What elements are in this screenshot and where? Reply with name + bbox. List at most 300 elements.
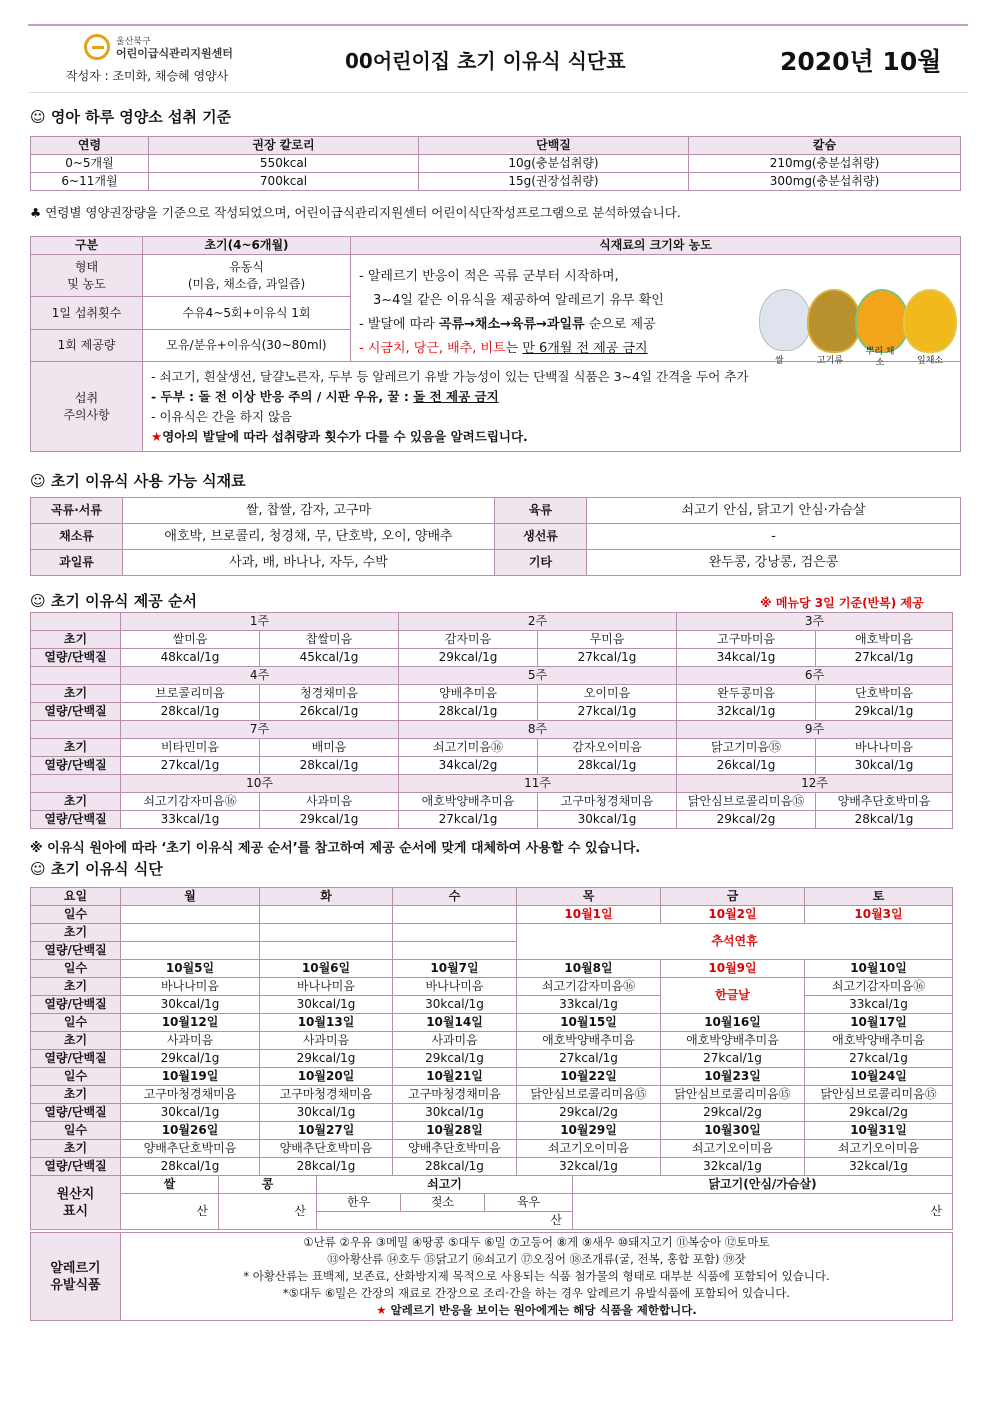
ingredient-category: 기타 [495,550,587,576]
table-row [31,255,961,297]
order-kcal-row [31,649,953,667]
menu-kcal-cell: 30kcal/1g [393,996,517,1014]
guide-amount-label: 1회 제공량 [31,329,143,361]
menu-date-cell: 10월2일 [661,906,805,924]
order-menu-cell: 청경채미음 [260,685,399,703]
order-kcal-cell: 48kcal/1g [121,649,260,667]
order-kcal-cell: 32kcal/1g [677,703,816,721]
menu-table [30,887,953,1176]
table-cell: 0~5개월 [31,155,149,173]
order-menu-cell: 브로콜리미음 [121,685,260,703]
order-week-label: 12주 [677,775,953,793]
menu-date-cell: 10월17일 [805,1014,953,1032]
table-row [31,498,961,524]
order-kcal-cell: 26kcal/1g [260,703,399,721]
menu-menu-row [31,1086,953,1104]
order-menu-cell: 고구마미음 [677,631,816,649]
menu-empty-cell [393,942,517,960]
menu-kcal-cell: 27kcal/1g [661,1050,805,1068]
menu-kcal-cell: 33kcal/1g [805,996,953,1014]
guide-header-cell: 구분 [31,237,143,255]
menu-date-cell: 10월15일 [517,1014,661,1032]
nutrition-header-cell: 칼슘 [689,137,961,155]
smiley-icon: ☺ [30,108,46,126]
menu-menu-cell: 애호박양배추미음 [661,1032,805,1050]
menu-date-cell: 10월28일 [393,1122,517,1140]
menu-menu-cell: 애호박양배추미음 [805,1032,953,1050]
menu-date-cell: 10월1일 [517,906,661,924]
menu-date-cell: 10월7일 [393,960,517,978]
caution-line: - 두부 : 돌 전 이상 반응 주의 / 시판 우유, 꿀 : 돌 전 제공 금지 [151,388,499,404]
origin-bean-value: 산 [219,1194,317,1230]
menu-date-cell: 10월9일 [661,960,805,978]
order-kcal-cell: 27kcal/1g [399,811,538,829]
order-week-label: 5주 [399,667,677,685]
guide-line: - 알레르기 반응이 적은 곡류 군부터 시작하며, [359,269,619,284]
org-top-label: 울산북구 [116,37,151,47]
menu-row-label: 초기 [31,1032,121,1050]
guide-header-row [31,237,961,255]
menu-menu-cell: 쇠고기오이미음 [805,1140,953,1158]
smiley-icon: ☺ [30,472,46,490]
menu-menu-row [31,1140,953,1158]
ingredient-list: 쌀, 찹쌀, 감자, 고구마 [123,498,495,524]
menu-menu-cell: 고구마청경채미음 [260,1086,393,1104]
menu-menu-cell: 사과미음 [260,1032,393,1050]
order-week-label: 6주 [677,667,953,685]
menu-row-label: 열량/단백질 [31,942,121,960]
menu-date-cell: 10월13일 [260,1014,393,1032]
menu-row-label: 열량/단백질 [31,1050,121,1068]
menu-empty-cell [393,924,517,942]
guide-line: - 발달에 따라 곡류→채소→육류→과일류 순으로 제공 [359,317,656,332]
order-row-label: 초기 [31,739,121,757]
order-row-label: 열량/단백질 [31,649,121,667]
order-row-label: 초기 [31,793,121,811]
table-row [31,155,961,173]
guide-caution-cell [143,362,961,452]
guide-form-label: 형태 및 농도 [31,255,143,297]
ingredient-list: - [587,524,961,550]
menu-menu-cell: 닭안심브로콜리미음⑮ [661,1086,805,1104]
order-menu-cell: 완두콩미음 [677,685,816,703]
ingredient-category: 채소류 [31,524,123,550]
menu-date-cell: 10월21일 [393,1068,517,1086]
order-kcal-cell: 28kcal/1g [121,703,260,721]
order-menu-cell: 감자미음 [399,631,538,649]
guide-caution-label: 섭취 주의사항 [31,362,143,452]
order-kcal-cell: 27kcal/1g [816,649,953,667]
menu-holiday-hangeul: 한글날 [661,978,805,1014]
top-border-line [28,24,968,26]
menu-date-row [31,906,953,924]
order-menu-row [31,631,953,649]
star-icon: ★ [376,1303,387,1317]
guide-count-value: 수유4~5회+이유식 1회 [143,297,351,329]
menu-menu-cell: 쇠고기감자미음⑯ [805,978,953,996]
menu-row-label: 초기 [31,1140,121,1158]
allergy-content [121,1233,953,1321]
menu-menu-cell: 바나나미음 [393,978,517,996]
order-table [30,612,953,829]
order-week-label: 2주 [399,613,677,631]
star-icon: ★ [151,428,163,444]
menu-kcal-cell: 27kcal/1g [805,1050,953,1068]
origin-rice-header: 쌀 [121,1176,219,1194]
menu-menu-cell: 양배추단호박미음 [260,1140,393,1158]
menu-date-cell: 10월27일 [260,1122,393,1140]
menu-kcal-cell: 30kcal/1g [121,996,260,1014]
menu-day-row [31,888,953,906]
order-menu-cell: 닭안심브로콜리미음⑮ [677,793,816,811]
menu-date-cell: 10월5일 [121,960,260,978]
meat-spoon-icon [807,289,861,353]
section-nutrition-title: ☺ 영아 하루 영양소 섭취 기준 [30,108,232,126]
origin-rice-value: 산 [121,1194,219,1230]
smiley-icon: ☺ [30,592,46,610]
menu-kcal-cell: 29kcal/2g [661,1104,805,1122]
guide-header-cell: 식재료의 크기와 농도 [351,237,961,255]
order-kcal-cell: 33kcal/1g [121,811,260,829]
nutrition-header-cell: 단백질 [419,137,689,155]
order-menu-cell: 찹쌀미음 [260,631,399,649]
menu-kcal-cell: 29kcal/2g [805,1104,953,1122]
order-row-label: 초기 [31,631,121,649]
menu-date-cell: 10월8일 [517,960,661,978]
menu-row-label: 초기 [31,924,121,942]
page-date: 2020년 10월 [780,47,942,76]
order-week-label: 11주 [399,775,677,793]
order-menu-cell: 비타민미음 [121,739,260,757]
menu-date-cell: 10월24일 [805,1068,953,1086]
origin-yukwoo: 육우 [485,1194,573,1212]
ingredients-table [30,497,961,576]
menu-row-label: 열량/단백질 [31,996,121,1014]
table-row [31,1233,953,1321]
menu-holiday-chuseok: 추석연휴 [517,924,953,960]
rice-spoon-icon [759,289,811,351]
guide-amount-value: 모유/분유+이유식(30~80ml) [143,329,351,361]
order-menu-cell: 바나나미음 [816,739,953,757]
menu-menu-row [31,978,953,996]
order-kcal-cell: 34kcal/2g [399,757,538,775]
org-name: 어린이급식관리지원센터 [116,47,233,60]
order-menu-row [31,793,953,811]
table-cell: 550kcal [149,155,419,173]
root-vegetable-spoon-icon [855,289,909,353]
order-blank-cell [31,667,121,685]
order-kcal-cell: 28kcal/1g [260,757,399,775]
menu-date-cell [260,906,393,924]
menu-row-label: 열량/단백질 [31,1104,121,1122]
order-kcal-cell: 29kcal/1g [816,703,953,721]
order-blank-cell [31,775,121,793]
order-week-label: 3주 [677,613,953,631]
order-row-label: 열량/단백질 [31,703,121,721]
origin-bean-header: 콩 [219,1176,317,1194]
menu-kcal-cell: 29kcal/1g [121,1050,260,1068]
nutrition-header-cell: 연령 [31,137,149,155]
menu-row-label: 열량/단백질 [31,1158,121,1176]
order-kcal-cell: 29kcal/2g [677,811,816,829]
table-row [31,550,961,576]
order-blank-cell [31,613,121,631]
menu-empty-cell [121,924,260,942]
menu-row-label: 일수 [31,1122,121,1140]
nutrition-header-cell: 권장 칼로리 [149,137,419,155]
menu-menu-row [31,1032,953,1050]
menu-empty-cell [260,942,393,960]
section-order-title: ☺ 초기 이유식 제공 순서 [30,592,197,610]
menu-date-cell: 10월6일 [260,960,393,978]
order-week-label: 8주 [399,721,677,739]
section-menu-title: ☺ 초기 이유식 식단 [30,860,163,878]
menu-menu-cell: 쇠고기감자미음⑯ [517,978,661,996]
menu-kcal-cell: 29kcal/1g [260,1050,393,1068]
menu-kcal-cell: 30kcal/1g [121,1104,260,1122]
menu-date-cell: 10월31일 [805,1122,953,1140]
order-kcal-cell: 28kcal/1g [399,703,538,721]
table-row [31,1194,953,1212]
order-kcal-cell: 30kcal/1g [538,811,677,829]
order-menu-row [31,685,953,703]
guide-line: 3~4일 같은 이유식을 제공하여 알레르기 유무 확인 [373,293,664,308]
origin-dairy: 젖소 [401,1194,485,1212]
order-week-label: 4주 [121,667,399,685]
guide-header-cell: 초기(4~6개월) [143,237,351,255]
menu-kcal-cell: 28kcal/1g [393,1158,517,1176]
menu-date-cell: 10월16일 [661,1014,805,1032]
guide-table [30,236,961,452]
menu-date-cell: 10월23일 [661,1068,805,1086]
caution-line: ★영아의 발달에 따라 섭취량과 횟수가 다를 수 있음을 알려드립니다. [151,428,528,444]
allergy-line: ①난류 ②우유 ③메밀 ④땅콩 ⑤대두 ⑥밀 ⑦고등어 ⑧게 ⑨새우 ⑩돼지고기 ⑪복숭아 ⑫토마토 [303,1235,770,1249]
order-menu-cell: 애호박양배추미음 [399,793,538,811]
order-menu-cell: 쌀미음 [121,631,260,649]
menu-day-header: 금 [661,888,805,906]
origin-chicken-value: 산 [573,1194,953,1230]
order-row-label: 열량/단백질 [31,811,121,829]
menu-date-row [31,960,953,978]
menu-kcal-cell: 33kcal/1g [517,996,661,1014]
origin-label: 원산지 표시 [31,1176,121,1230]
menu-date-row [31,1014,953,1032]
allergy-line: ⑬아황산류 ⑭호두 ⑮닭고기 ⑯쇠고기 ⑰오징어 ⑱조개류(굴, 전복, 홍합 포함) ⑲잣 [327,1252,746,1266]
menu-date-cell: 10월12일 [121,1014,260,1032]
order-menu-cell: 닭고기미음⑮ [677,739,816,757]
leafy-vegetable-spoon-icon [903,289,957,353]
menu-menu-cell: 양배추단호박미음 [393,1140,517,1158]
menu-kcal-cell: 32kcal/1g [805,1158,953,1176]
order-week-label: 9주 [677,721,953,739]
menu-kcal-cell: 32kcal/1g [661,1158,805,1176]
menu-kcal-cell: 32kcal/1g [517,1158,661,1176]
menu-empty-cell [260,924,393,942]
origin-hanwoo: 한우 [317,1194,401,1212]
origin-beef-header: 쇠고기 [317,1176,573,1194]
menu-day-header: 화 [260,888,393,906]
author-label: 작성자 : 조미화, 채승혜 영양사 [66,69,229,83]
ingredient-list: 애호박, 브로콜리, 청경채, 무, 단호박, 오이, 양배추 [123,524,495,550]
order-row-label: 초기 [31,685,121,703]
menu-kcal-cell: 28kcal/1g [260,1158,393,1176]
header-divider [28,92,968,93]
menu-date-cell: 10월19일 [121,1068,260,1086]
nutrition-header-row [31,137,961,155]
caution-line: - 이유식은 간을 하지 않음 [151,408,293,424]
order-kcal-cell: 28kcal/1g [538,757,677,775]
spoon-label: 뿌리 채소 [865,347,895,368]
allergy-line: *⑤대두 ⑥밀은 간장의 재료로 간장으로 조리·간을 하는 경우 알레르기 유발식품에 포함되어 있습니다. [282,1286,791,1300]
order-menu-cell: 사과미음 [260,793,399,811]
menu-kcal-row [31,1104,953,1122]
order-kcal-row [31,811,953,829]
menu-kcal-row [31,1158,953,1176]
order-menu-cell: 무미음 [538,631,677,649]
order-kcal-cell: 27kcal/1g [538,703,677,721]
menu-day-header: 토 [805,888,953,906]
order-week-row [31,613,953,631]
ingredient-category: 곡류·서류 [31,498,123,524]
table-row [31,524,961,550]
menu-date-cell: 10월29일 [517,1122,661,1140]
guide-form-value: 유동식 (미음, 채소즙, 과일즙) [143,255,351,297]
table-cell: 6~11개월 [31,173,149,191]
menu-menu-cell: 바나나미음 [260,978,393,996]
order-menu-cell: 양배추미음 [399,685,538,703]
order-kcal-cell: 27kcal/1g [538,649,677,667]
menu-row-label: 일수 [31,960,121,978]
nutrition-note: ♣ 연령별 영양권장량을 기준으로 작성되었으며, 어린이급식관리지원센터 어린이식단작성프로그램으로 분석하였습니다. [30,205,681,220]
menu-menu-cell: 사과미음 [121,1032,260,1050]
menu-menu-cell: 쇠고기오이미음 [517,1140,661,1158]
order-kcal-cell: 28kcal/1g [816,811,953,829]
ingredient-list: 완두콩, 강낭콩, 검은콩 [587,550,961,576]
menu-kcal-cell: 28kcal/1g [121,1158,260,1176]
ingredient-category: 생선류 [495,524,587,550]
menu-menu-cell: 고구마청경채미음 [121,1086,260,1104]
order-note: ※ 메뉴당 3일 기준(반복) 제공 [760,596,924,610]
guide-count-label: 1일 섭취횟수 [31,297,143,329]
order-menu-cell: 양배추단호박미음 [816,793,953,811]
section-ingredients-title: ☺ 초기 이유식 사용 가능 식재료 [30,472,246,490]
club-icon: ♣ [30,205,42,220]
origin-chicken-header: 닭고기(안심/가슴살) [573,1176,953,1194]
order-menu-cell: 애호박미음 [816,631,953,649]
order-menu-cell: 오이미음 [538,685,677,703]
table-cell: 10g(충분섭취량) [419,155,689,173]
menu-date-cell: 10월3일 [805,906,953,924]
order-menu-cell: 쇠고기감자미음⑯ [121,793,260,811]
table-cell: 700kcal [149,173,419,191]
table-cell: 210mg(충분섭취량) [689,155,961,173]
menu-menu-cell: 사과미음 [393,1032,517,1050]
table-row [31,362,961,452]
menu-empty-cell [121,942,260,960]
allergy-line: ★ 알레르기 반응을 보이는 원아에게는 해당 식품을 제한합니다. [376,1303,697,1317]
page-title: 00어린이집 초기 이유식 식단표 [345,49,626,73]
menu-day-header: 월 [121,888,260,906]
origin-beef-value: 산 [317,1212,573,1230]
menu-date-cell: 10월20일 [260,1068,393,1086]
order-kcal-cell: 30kcal/1g [816,757,953,775]
allergy-label: 알레르기 유발식품 [31,1233,121,1321]
menu-date-cell [121,906,260,924]
order-week-label: 10주 [121,775,399,793]
menu-menu-row [31,924,953,942]
menu-row-label: 일수 [31,906,121,924]
menu-menu-cell: 쇠고기오이미음 [661,1140,805,1158]
menu-date-cell: 10월26일 [121,1122,260,1140]
menu-row-label: 요일 [31,888,121,906]
order-row-label: 열량/단백질 [31,757,121,775]
order-week-row [31,667,953,685]
nutrition-table [30,136,961,191]
ingredient-category: 육류 [495,498,587,524]
ingredient-list: 사과, 배, 바나나, 자두, 수박 [123,550,495,576]
order-week-row [31,721,953,739]
menu-date-cell: 10월10일 [805,960,953,978]
menu-menu-cell: 바나나미음 [121,978,260,996]
order-footnote: ※ 이유식 원아에 따라 ‘초기 이유식 제공 순서’를 참고하여 제공 순서에 맞게 대체하여 사용할 수 있습니다. [30,841,641,856]
menu-date-cell: 10월30일 [661,1122,805,1140]
table-row [31,1176,953,1194]
menu-day-header: 목 [517,888,661,906]
order-menu-cell: 배미음 [260,739,399,757]
menu-date-row [31,1122,953,1140]
ingredient-category: 과일류 [31,550,123,576]
menu-kcal-cell: 29kcal/2g [517,1104,661,1122]
order-menu-cell: 단호박미음 [816,685,953,703]
order-menu-cell: 감자오이미음 [538,739,677,757]
menu-row-label: 일수 [31,1014,121,1032]
menu-kcal-cell: 30kcal/1g [260,996,393,1014]
table-cell: 15g(권장섭취량) [419,173,689,191]
menu-row-label: 일수 [31,1068,121,1086]
smiley-icon: ☺ [30,860,46,878]
table-cell: 300mg(충분섭취량) [689,173,961,191]
order-kcal-cell: 27kcal/1g [121,757,260,775]
order-kcal-cell: 29kcal/1g [399,649,538,667]
menu-kcal-row [31,1050,953,1068]
allergy-table [30,1232,953,1321]
caution-line: - 쇠고기, 흰살생선, 달걀노른자, 두부 등 알레르기 유발 가능성이 있는 단백질 식품은 3~4일 간격을 두어 추가 [151,368,749,384]
origin-table [30,1175,953,1230]
guide-size-cell [351,255,961,368]
order-menu-row [31,739,953,757]
allergy-line: * 아황산류는 표백제, 보존료, 산화방지제 목적으로 사용되는 식품 첨가물의 형태로 대부분 식품에 포함되어 있습니다. [243,1269,830,1283]
order-blank-cell [31,721,121,739]
menu-row-label: 초기 [31,978,121,996]
menu-row-label: 초기 [31,1086,121,1104]
menu-menu-cell: 양배추단호박미음 [121,1140,260,1158]
menu-day-header: 수 [393,888,517,906]
menu-date-cell [393,906,517,924]
menu-menu-cell: 닭안심브로콜리미음⑮ [805,1086,953,1104]
menu-kcal-cell: 30kcal/1g [260,1104,393,1122]
order-week-label: 1주 [121,613,399,631]
order-kcal-row [31,757,953,775]
menu-menu-cell: 닭안심브로콜리미음⑮ [517,1086,661,1104]
order-menu-cell: 고구마청경채미음 [538,793,677,811]
menu-kcal-cell: 29kcal/1g [393,1050,517,1068]
spoon-label: 쌀 [775,356,784,366]
menu-date-row [31,1068,953,1086]
center-logo-icon [84,34,110,60]
order-kcal-cell: 45kcal/1g [260,649,399,667]
table-row [31,173,961,191]
spoon-label: 고기류 [817,356,844,366]
